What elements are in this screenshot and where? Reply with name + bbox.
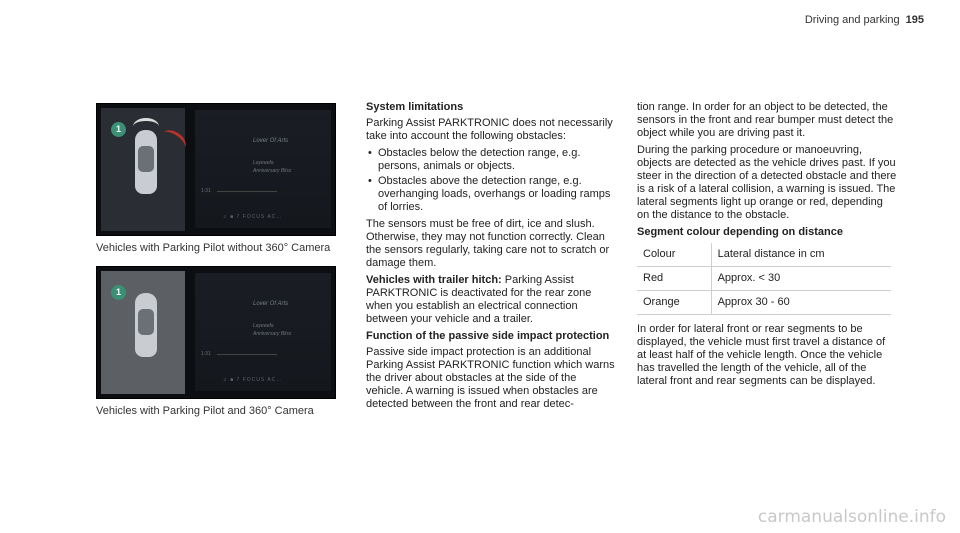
table-header-row (637, 243, 891, 267)
segment-colour-table (637, 243, 891, 315)
bullet-item: • Obstacles above the detection range, e.g. overhanging loads, overhangs or loading ramps of lorries. (378, 175, 616, 214)
table-cell: Approx. < 30 (711, 267, 891, 291)
table-header-cell: Colour (637, 243, 711, 267)
table-row (637, 267, 891, 291)
heading-segment-colour: Segment colour depending on distance (637, 226, 843, 238)
side-segment-red (158, 126, 189, 155)
watermark: carmanualsonline.info (757, 507, 946, 527)
figure-caption: Vehicles with Parking Pilot without 360° Camera (96, 242, 331, 254)
figure-parking-pilot-screen (96, 103, 336, 236)
table-cell: Red (637, 267, 711, 291)
media-progress (217, 191, 277, 192)
table-cell: Orange (637, 291, 711, 315)
table-cell: Approx 30 - 60 (711, 291, 891, 315)
table-header-cell: Lateral distance in cm (711, 243, 891, 267)
media-artist: Layeeefa (253, 323, 274, 329)
car-roof (138, 146, 154, 172)
paragraph: During the parking procedure or manoeuvring, objects are detected as the vehicle drives past. If you steer in the direction of a detected obstacle and there is a risk of a lateral collision, a warning is issued. The lateral segments light up orange or red, depending on the distance to the obstacle. (637, 144, 897, 221)
media-nav: ♫ ■ 7 FOCUS AC… (223, 377, 283, 383)
text-column-middle (366, 101, 616, 415)
bullet-item: • Obstacles below the detection range, e.g. persons, animals or objects. (378, 147, 616, 173)
paragraph: In order for lateral front or rear segments to be displayed, the vehicle must first travel a distance of at least half of the vehicle length. Once the vehicle has travelled the length of the vehicle, all of the lateral front and rear segments can be displayed. (637, 323, 886, 387)
camera-view (101, 271, 185, 394)
callout-badge: 1 (111, 122, 126, 137)
figure-caption: Vehicles with Parking Pilot and 360° Camera (96, 405, 314, 417)
media-time: 1:31 (201, 351, 211, 357)
media-nav: ♫ ■ 7 FOCUS AC… (223, 214, 283, 220)
paragraph-trailer (366, 274, 616, 326)
paragraph: Passive side impact protection is an additional Parking Assist PARKTRONIC function which warns the driver about obstacles at the side of the vehicle. A warning is issued when obstacles are detected between the front and rear detec- (366, 346, 615, 410)
text-column-right (637, 101, 897, 392)
car-roof (138, 309, 154, 335)
media-time: 1:31 (201, 188, 211, 194)
trailer-label: Vehicles with trailer hitch: (366, 274, 502, 286)
media-panel (195, 273, 331, 391)
paragraph: The sensors must be free of dirt, ice and slush. Otherwise, they may not function correctly. Clean the sensors regularly, taking care not to scratch or damage them. (366, 218, 610, 269)
media-artist: Layeeefa (253, 160, 274, 166)
page-number: 195 (905, 14, 924, 26)
paragraph: tion range. In order for an object to be detected, the sensors in the front and rear bumper must detect the object while you are driving past it. (637, 101, 894, 139)
callout-badge: 1 (111, 285, 126, 300)
bullet-list (366, 147, 616, 214)
media-panel (195, 110, 331, 228)
paragraph: Parking Assist PARKTRONIC does not necessarily take into account the following obstacles: (366, 117, 613, 142)
media-progress (217, 354, 277, 355)
media-album: Anniversary Bliss (253, 168, 292, 174)
parking-view (101, 108, 185, 231)
running-header (805, 14, 924, 26)
media-title: Lover Of Arts (253, 301, 289, 307)
section-title: Driving and parking (804, 14, 900, 26)
table-row (637, 291, 891, 315)
media-album: Anniversary Bliss (253, 331, 292, 337)
heading-passive-side-impact: Function of the passive side impact protection (366, 330, 610, 342)
media-title: Lover Of Arts (253, 138, 289, 144)
trailer-text: Parking Assist PARKTRONIC is deactivated for the rear zone when you establish an electrical connection between your vehicle and a trailer. (366, 274, 592, 325)
figure-parking-pilot-camera-screen (96, 266, 336, 399)
heading-system-limitations: System limitations (366, 101, 464, 113)
